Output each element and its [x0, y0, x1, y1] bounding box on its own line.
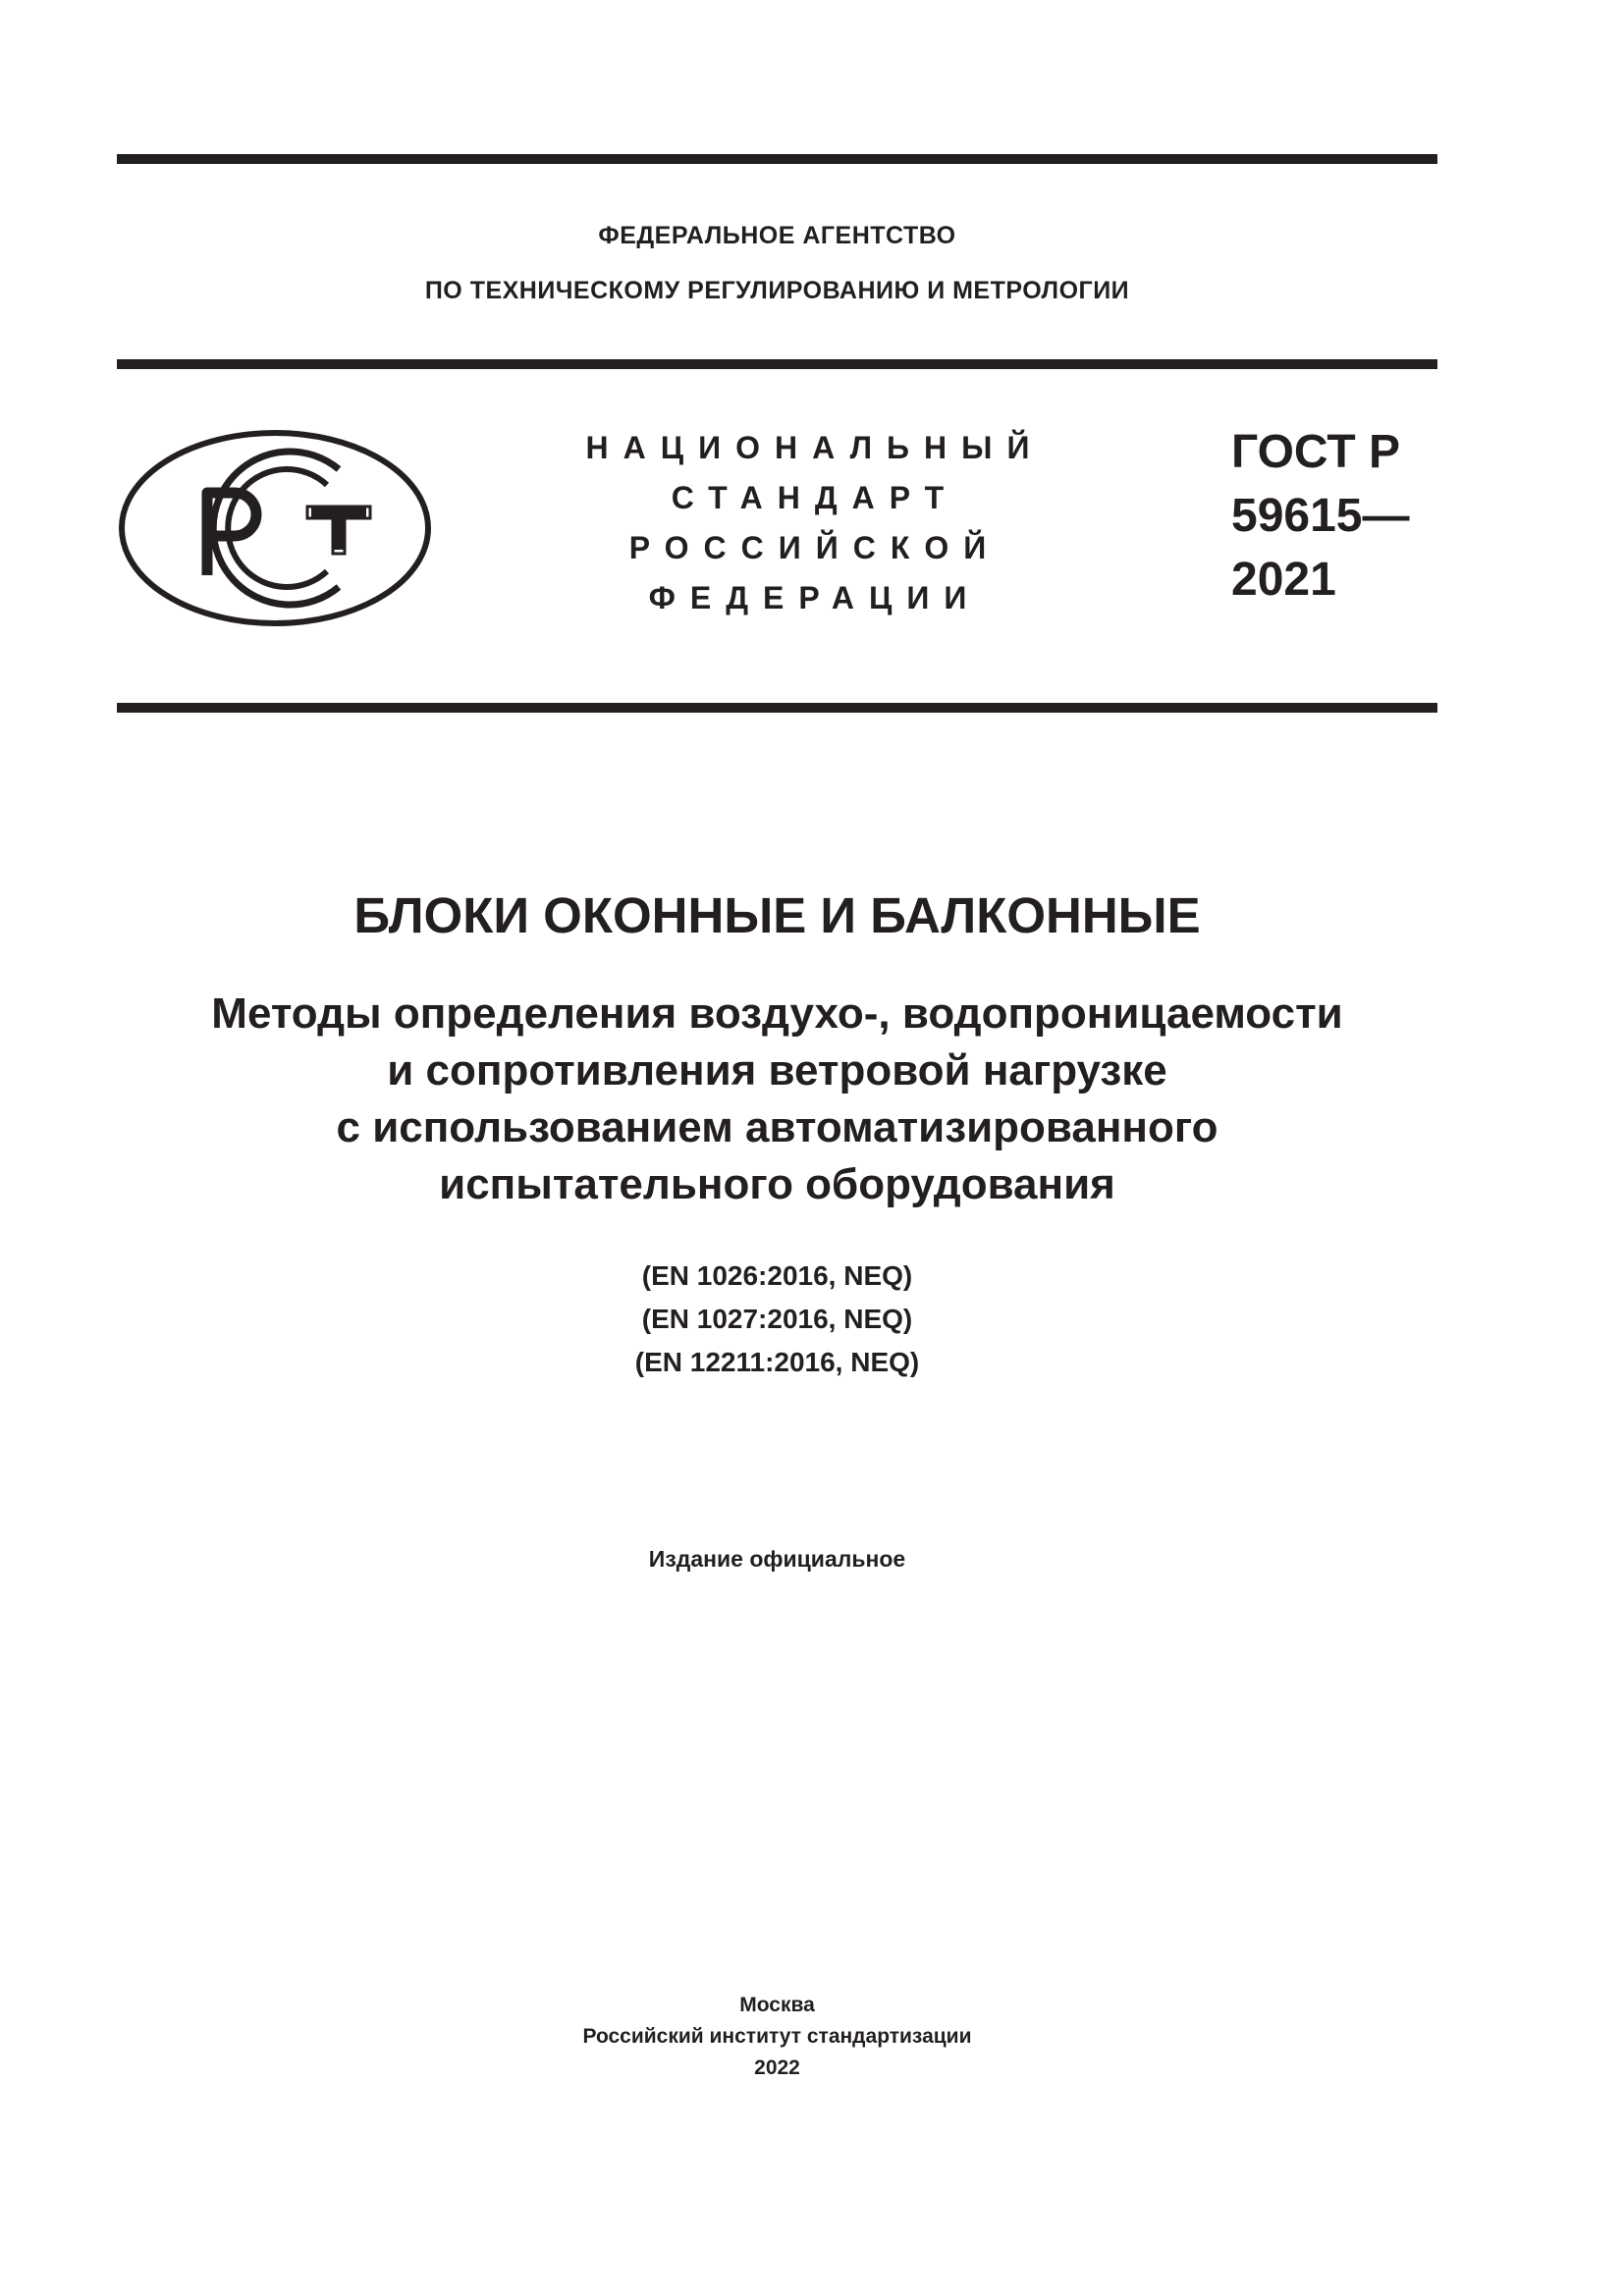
subtitle-line-1: Методы определения воздухо-, водопроницаемости [211, 989, 1343, 1038]
national-standard-line-1: НАЦИОНАЛЬНЫЙ [585, 430, 1045, 465]
imprint-city: Москва [739, 1994, 815, 2016]
subtitle-line-2: и сопротивления ветровой нагрузке [387, 1046, 1167, 1095]
designation-line-3: 2021 [1231, 554, 1336, 606]
bottom-rule [117, 703, 1437, 713]
national-standard-line-2: СТАНДАРТ [671, 480, 959, 515]
agency-line-1: ФЕДЕРАЛЬНОЕ АГЕНТСТВО [598, 222, 956, 249]
rst-certification-mark-icon [117, 428, 433, 628]
document-subtitle [117, 986, 1437, 1213]
reference-3: (EN 12211:2016, NEQ) [634, 1347, 920, 1377]
national-standard-line-4: ФЕДЕРАЦИИ [648, 580, 982, 615]
agency-line-2: ПО ТЕХНИЧЕСКОМУ РЕГУЛИРОВАНИЮ И МЕТРОЛОГИИ [424, 277, 1130, 304]
imprint [117, 1990, 1437, 2084]
national-standard-line-3: РОССИЙСКОЙ [628, 530, 1001, 565]
national-standard-label [579, 423, 1051, 623]
imprint-year: 2022 [754, 2056, 800, 2079]
international-references [117, 1255, 1437, 1384]
imprint-publisher: Российский институт стандартизации [582, 2025, 972, 2048]
designation-line-2: 59615— [1231, 490, 1410, 542]
official-edition-label: Издание официальное [648, 1546, 906, 1572]
reference-2: (EN 1027:2016, NEQ) [641, 1304, 913, 1334]
top-rule [117, 154, 1437, 164]
standard-designation [1231, 420, 1409, 612]
designation-line-1: ГОСТ Р [1231, 426, 1401, 478]
document-title: БЛОКИ ОКОННЫЕ И БАЛКОННЫЕ [353, 887, 1201, 943]
subtitle-line-4: испытательного оборудования [439, 1160, 1115, 1208]
reference-1: (EN 1026:2016, NEQ) [641, 1260, 913, 1291]
subtitle-line-3: с использованием автоматизированного [336, 1103, 1218, 1151]
rst-logo [117, 428, 433, 628]
middle-rule [117, 359, 1437, 369]
